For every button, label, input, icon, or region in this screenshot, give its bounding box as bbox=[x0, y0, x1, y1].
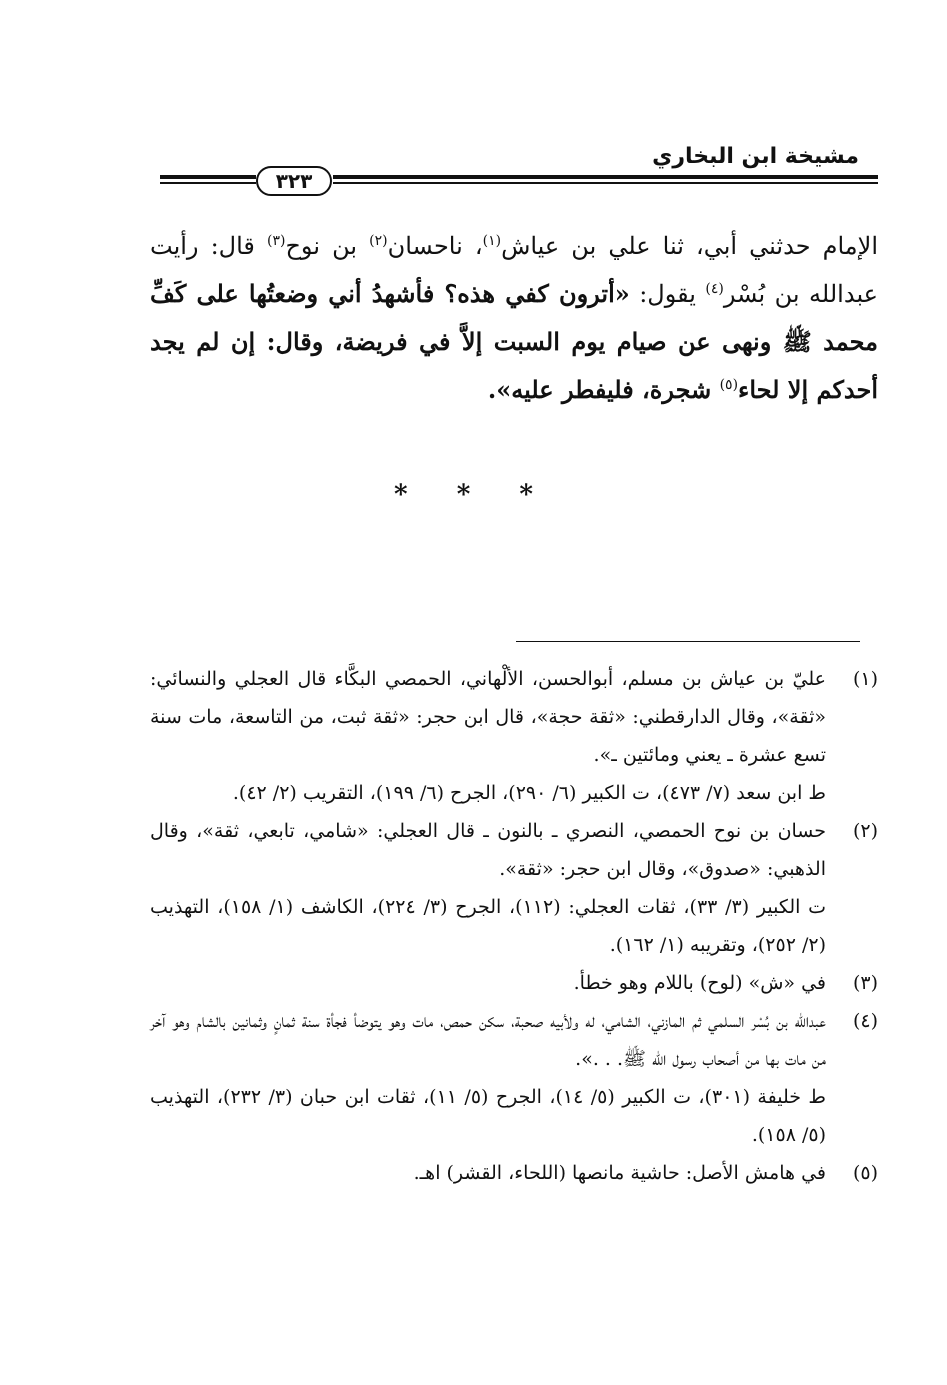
footnote-number: (١) bbox=[852, 668, 878, 690]
header-rule-left bbox=[160, 175, 256, 185]
footnote-line: حسان بن نوح الحمصي، النصري ـ بالنون ـ قال العجلي: «شامي، تابعي، ثقة»، وقال الذهبي: «صدوق»، وقال ابن حجر: «ثقة». bbox=[150, 820, 826, 880]
footnote-line: ت الكبير (٣/ ٣٣)، ثقات العجلي: (١١٢)، الجرح (٣/ ٢٢٤)، الكاشف (١/ ١٥٨)، التهذيب (٢/ ٢٥٢)، وتقريبه (١/ ١٦٢). bbox=[150, 896, 826, 956]
text-run: يقول: bbox=[629, 280, 706, 308]
footnote-body bbox=[150, 812, 826, 964]
page-number: ٣٢٣ bbox=[256, 166, 332, 196]
footnote-5 bbox=[150, 1154, 878, 1192]
footnote-body bbox=[150, 964, 826, 1002]
footnote-number: (٤) bbox=[852, 1010, 878, 1032]
footnote-line: في هامش الأصل: حاشية مانصها (اللحاء، القشر) اهـ. bbox=[413, 1162, 826, 1184]
footnote-line: ط خليفة (٣٠١)، ت الكبير (٥/ ١٤)، الجرح (٥/ ١١)، ثقات ابن حبان (٣/ ٢٣٢)، التهذيب (٥/ ١٥٨). bbox=[150, 1086, 826, 1146]
footnote-ref-4: (٤) bbox=[705, 281, 724, 297]
hadith-text-end: شجرة، فليفطر عليه». bbox=[487, 375, 720, 404]
footnote-body bbox=[150, 1002, 826, 1154]
footnote-line: ط ابن سعد (٧/ ٤٧٣)، ت الكبير (٦/ ٢٩٠)، الجرح (٦/ ١٩٩)، التقريب (٢/ ٤٢). bbox=[232, 782, 826, 804]
footnote-number: (٥) bbox=[852, 1162, 878, 1184]
footnote-ref-1: (١) bbox=[482, 233, 502, 249]
footnote-number: (٣) bbox=[852, 972, 878, 994]
main-text bbox=[150, 222, 878, 414]
footnote-line: في «ش» (لوح) باللام وهو خطأ. bbox=[573, 972, 826, 994]
running-head: مشيخة ابن البخاري bbox=[652, 144, 859, 169]
text-run: قال: رأيت عبدالله بن بُسْر bbox=[150, 232, 879, 308]
footnote-2 bbox=[150, 812, 878, 964]
footnote-line: عليّ بن عياش بن مسلم، أبوالحسن، الألْهاني، الحمصي البكَّاء قال العجلي والنسائي: «ثقة»، وقال الدارقطني: «ثقة حجة»، قال ابن حجر: «ثقة ثبت، من التاسعة، مات سنة تسع عشرة ـ يعني ومائتين ـ». bbox=[150, 668, 826, 766]
footnote-body bbox=[150, 660, 826, 812]
footnote-line: عبدالله بن بُسْر السلمي ثم المازني، الشامي، له ولأبيه صحبة، سكن حمص، مات وهو يتوضأ فجأة سنة ثمانٍ وثمانين بالشام وهو آخر من مات بها من أصحاب رسول الله ﷺ. . .». bbox=[150, 1010, 826, 1070]
footnote-ref-2: (٢) bbox=[369, 233, 388, 249]
section-separator: * * * bbox=[394, 480, 553, 510]
footnote-4 bbox=[150, 1002, 878, 1154]
hadith-text-run: أترون كفي هذه؟ فأشهدُ أني وضعتُها على كَفِّ محمد ﷺ ونهى عن صيام يوم السبت إلاَّ في فريضة، وقال: إن لم يجد أحدكم إلا لحاء bbox=[150, 279, 878, 404]
footnote-ref-5: (٥) bbox=[719, 377, 739, 393]
text-run: ، ناحسان bbox=[387, 232, 483, 260]
header-rule-right bbox=[333, 175, 878, 185]
footnote-3 bbox=[150, 964, 878, 1002]
footnotes bbox=[150, 660, 878, 1192]
text-run: الإمام حدثني أبي، ثنا علي بن عياش bbox=[501, 232, 878, 260]
footnote-ref-3: (٣) bbox=[266, 233, 286, 249]
footnote-separator bbox=[516, 641, 860, 642]
hadith-text: «أترون كفي هذه؟ فأشهدُ أني وضعتُها على كَفِّ محمد ﷺ ونهى عن صيام يوم السبت إلاَّ في فريضة، وقال: إن لم يجد أحدكم إلا لحاء bbox=[150, 279, 878, 404]
footnote-number: (٢) bbox=[852, 820, 878, 842]
footnote-body bbox=[150, 1154, 826, 1192]
footnote-1 bbox=[150, 660, 878, 812]
text-run: بن نوح bbox=[285, 232, 370, 260]
